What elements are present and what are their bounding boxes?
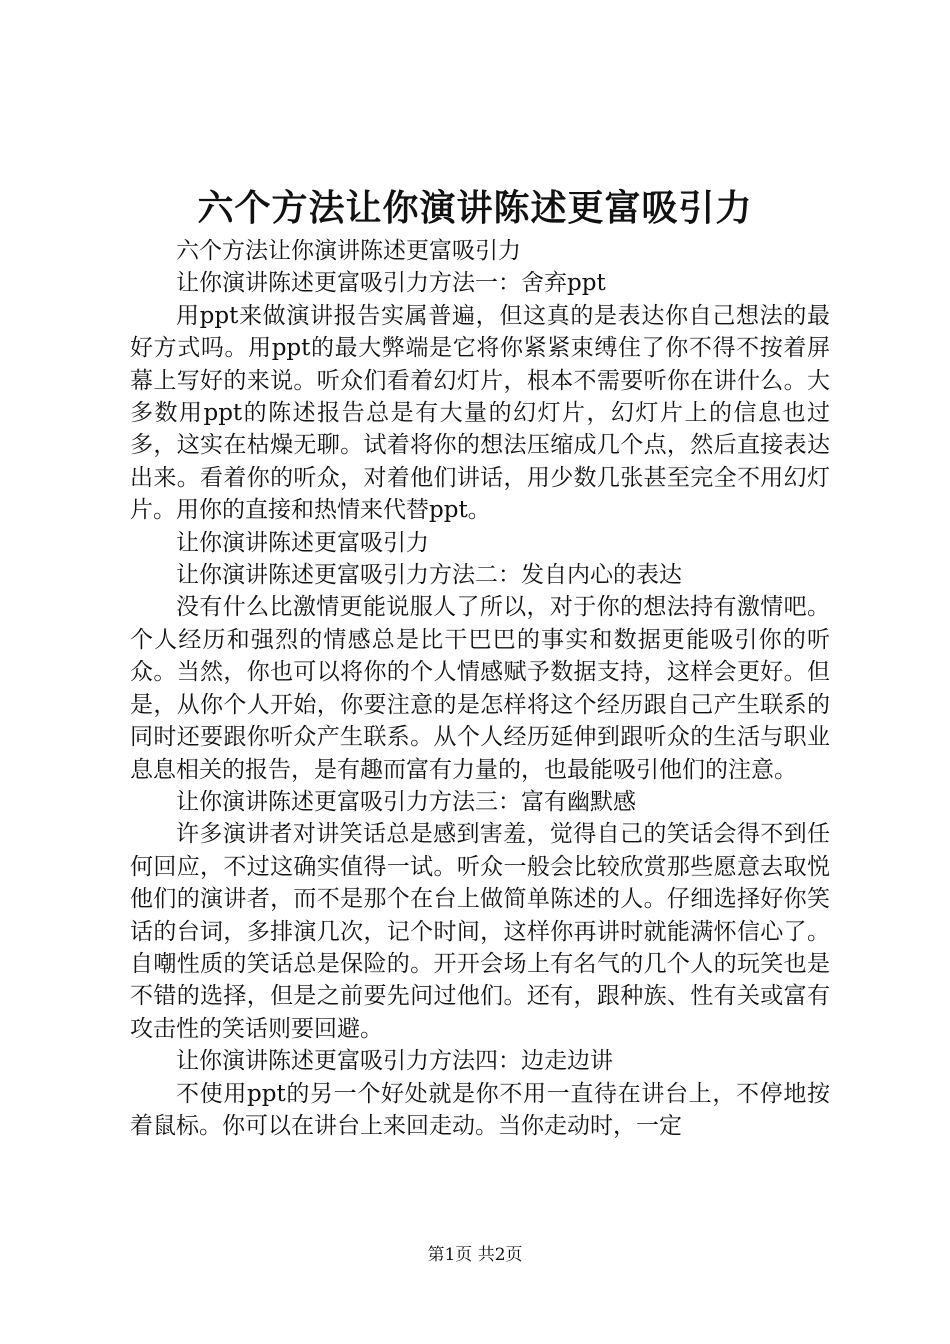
section-heading-method-3: 让你演讲陈述更富吸引力方法三：富有幽默感 [176, 788, 636, 815]
section-heading-method-1: 让你演讲陈述更富吸引力方法一：舍弃ppt [176, 270, 606, 297]
page-number-footer: 第1页 共2页 [427, 1245, 523, 1265]
document-body [130, 235, 830, 1142]
document-title: 六个方法让你演讲陈述更富吸引力 [197, 187, 753, 229]
body-paragraph: 用ppt来做演讲报告实属普遍，但这真的是表达你自己想法的最好方式吗。用ppt的最大弊端是它将你紧紧束缚住了你不得不按着屏幕上写好的来说。听众们看着幻灯片，根本不需要听你在讲什么。大多数用ppt的陈述报告总是有大量的幻灯片，幻灯片上的信息也过多，这实在枯燥无聊。试着将你的想法压缩成几个点，然后直接表达出来。看着你的听众，对着他们讲话，用少数几张甚至完全不用幻灯片。用你的直接和热情来代替ppt。 [130, 302, 830, 524]
body-paragraph: 没有什么比激情更能说服人了所以，对于你的想法持有激情吧。个人经历和强烈的情感总是比干巴巴的事实和数据更能吸引你的听众。当然，你也可以将你的个人情感赋予数据支持，这样会更好。但是，从你个人开始，你要注意的是怎样将这个经历跟自己产生联系的同时还要跟你听众产生联系。从个人经历延伸到跟听众的生活与职业息息相关的报告，是有趣而富有力量的，也最能吸引他们的注意。 [130, 594, 830, 783]
section-heading-method-4: 让你演讲陈述更富吸引力方法四：边走边讲 [176, 1048, 613, 1075]
section-heading: 让你演讲陈述更富吸引力 [176, 529, 429, 556]
section-heading-method-2: 让你演讲陈述更富吸引力方法二：发自内心的表达 [176, 562, 682, 589]
body-paragraph: 许多演讲者对讲笑话总是感到害羞，觉得自己的笑话会得不到任何回应，不过这确实值得一试。听众一般会比较欣赏那些愿意去取悦他们的演讲者，而不是那个在台上做简单陈述的人。仔细选择好你笑话的台词，多排演几次，记个时间，这样你再讲时就能满怀信心了。自嘲性质的笑话总是保险的。开开会场上有名气的几个人的玩笑也是不错的选择，但是之前要先问过他们。还有，跟种族、性有关或富有攻击性的笑话则要回避。 [130, 821, 830, 1042]
subtitle-paragraph: 六个方法让你演讲陈述更富吸引力 [176, 238, 521, 264]
body-paragraph: 不使用ppt的另一个好处就是你不用一直待在讲台上，不停地按着鼠标。你可以在讲台上来回走动。当你走动时，一定 [130, 1080, 830, 1139]
